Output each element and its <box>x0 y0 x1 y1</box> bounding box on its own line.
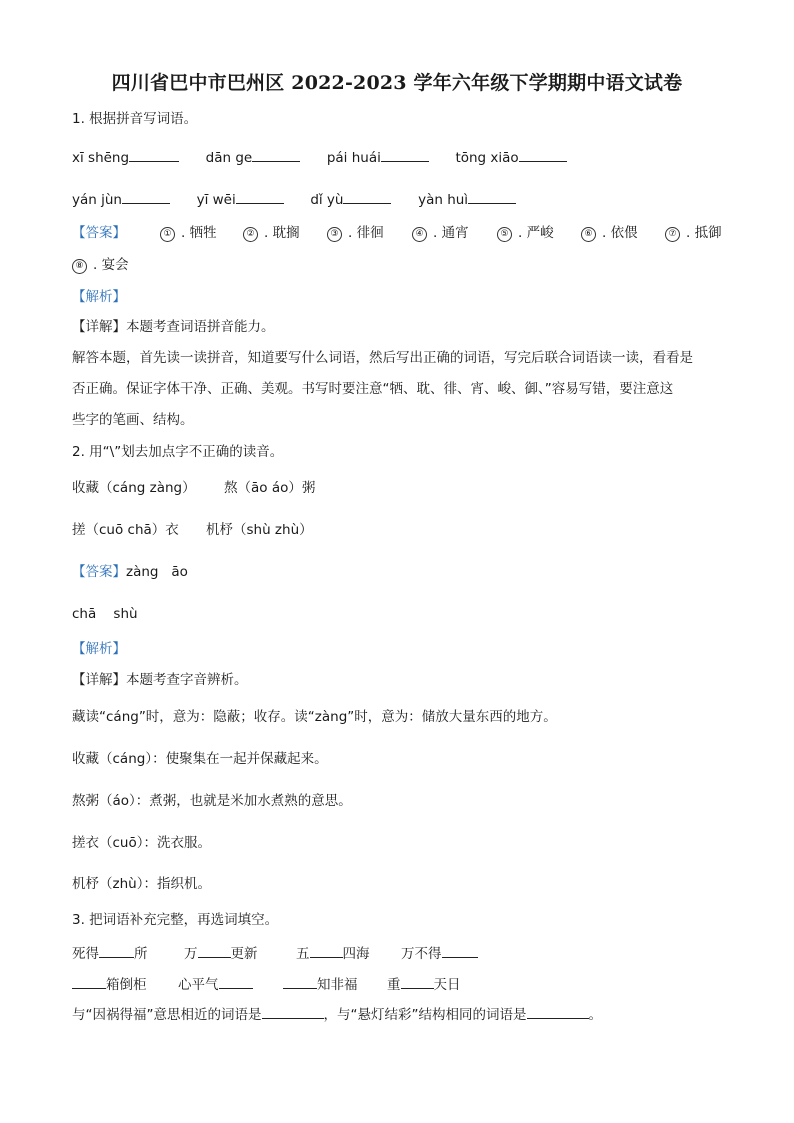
q1-pinyin: dǐ yù <box>310 192 344 208</box>
answer-blank[interactable] <box>381 147 429 162</box>
answer-blank[interactable] <box>283 974 317 989</box>
analysis-paragraph: 解答本题，首先读一读拼音，知道要写什么词语，然后写出正确的词语，写完后联合词语读一读，看看是 <box>72 350 693 366</box>
answer-blank[interactable] <box>527 1004 589 1019</box>
answer-blank[interactable] <box>468 189 516 204</box>
q1-pinyin: tōng xiāo <box>455 150 519 166</box>
answer-item: ④ . 通宵 <box>412 224 469 242</box>
q1-pinyin: pái huái <box>326 150 381 166</box>
analysis-tag: 【解析】 <box>72 289 126 305</box>
answer-blank[interactable] <box>99 943 134 958</box>
answer-blank[interactable] <box>198 943 231 958</box>
q1-pinyin: yī wēi <box>196 192 236 208</box>
q3-idiom: 万 更新 <box>184 943 258 963</box>
explanation-line: 搓衣（cuō）：洗衣服。 <box>72 835 211 851</box>
answer-blank[interactable] <box>72 974 106 989</box>
analysis-tag: 【解析】 <box>72 641 126 657</box>
explanation-line: 熬粥（áo）：煮粥，也就是米加水煮熟的意思。 <box>72 793 352 809</box>
answer-tag: 【答案】 <box>72 225 126 241</box>
answer-item: ⑧ . 宴会 <box>72 256 129 274</box>
detail-text: 【详解】本题考查字音辨析。 <box>72 672 248 688</box>
q2-item: 收藏（cáng zàng） <box>72 480 196 496</box>
answer-blank[interactable] <box>262 1004 324 1019</box>
q2-item: 搓（cuō chā）衣 <box>72 522 179 538</box>
answer-blank[interactable] <box>343 189 391 204</box>
page-title: 四川省巴中市巴州区 2022-2023 学年六年级下学期期中语文试卷 <box>111 72 683 94</box>
q3-idiom: 知非福 <box>283 974 358 994</box>
explanation-line: 机杼（zhù）：指织机。 <box>72 876 211 892</box>
q3-idiom: 五 四海 <box>296 943 370 963</box>
q2-question: 2. 用“\”划去加点字不正确的读音。 <box>72 444 284 460</box>
answer-blank[interactable] <box>401 974 434 989</box>
detail-text: 【详解】本题考查词语拼音能力。 <box>72 319 275 335</box>
answer-blank[interactable] <box>122 189 170 204</box>
q3-idiom: 万不得 <box>401 943 478 963</box>
answer-blank[interactable] <box>442 943 478 958</box>
q2-answer-line: chā shù <box>72 606 138 622</box>
q3-idiom: 箱倒柜 <box>72 974 147 994</box>
answer-item: ① . 牺牲 <box>160 224 217 242</box>
answer-item: ⑤ . 严峻 <box>497 224 554 242</box>
q3-idiom: 死得 所 <box>72 943 148 963</box>
analysis-paragraph: 否正确。保证字体干净、正确、美观。书写时要注意“牺、耽、徘、宵、峻、御、”容易写错，要注意这 <box>72 381 674 397</box>
q2-answer-line: 【答案】zàng āo <box>72 564 188 580</box>
explanation-line: 藏读“cáng”时，意为：隐蔽；收存。读“zàng”时，意为：储放大量东西的地方。 <box>72 709 557 725</box>
answer-item: ⑦ . 抵御 <box>665 224 722 242</box>
q1-pinyin: yàn huì <box>418 192 469 208</box>
answer-blank[interactable] <box>252 147 300 162</box>
q2-item: 熬（āo áo）粥 <box>224 480 316 496</box>
q1-pinyin: yán jùn <box>72 192 122 208</box>
q1-pinyin-row-2 <box>72 189 516 209</box>
answer-blank[interactable] <box>519 147 567 162</box>
answer-blank[interactable] <box>129 147 179 162</box>
answer-item: ③ . 徘徊 <box>327 224 384 242</box>
q3-idiom: 重 天日 <box>387 974 461 994</box>
q3-fill-line: 与“因祸得福”意思相近的词语是 ，与“悬灯结彩”结构相同的词语是 。 <box>72 1004 602 1024</box>
q3-question: 3. 把词语补充完整，再选词填空。 <box>72 912 279 928</box>
q1-pinyin-row-1 <box>72 147 567 167</box>
q1-pinyin: xī shēng <box>72 150 130 166</box>
answer-item: ⑥ . 依偎 <box>581 224 638 242</box>
answer-item: ② . 耽搁 <box>243 224 300 242</box>
q1-pinyin: dān ge <box>205 150 253 166</box>
explanation-line: 收藏（cáng）：使聚集在一起并保藏起来。 <box>72 751 328 767</box>
q2-item: 机杼（shù zhù） <box>206 522 313 538</box>
q3-idiom: 心平气 <box>178 974 253 994</box>
answer-blank[interactable] <box>310 943 343 958</box>
q1-question: 1. 根据拼音写词语。 <box>72 111 198 127</box>
answer-blank[interactable] <box>236 189 284 204</box>
answer-tag: 【答案】 <box>72 564 126 580</box>
analysis-paragraph: 些字的笔画、结构。 <box>72 412 194 428</box>
answer-blank[interactable] <box>219 974 253 989</box>
